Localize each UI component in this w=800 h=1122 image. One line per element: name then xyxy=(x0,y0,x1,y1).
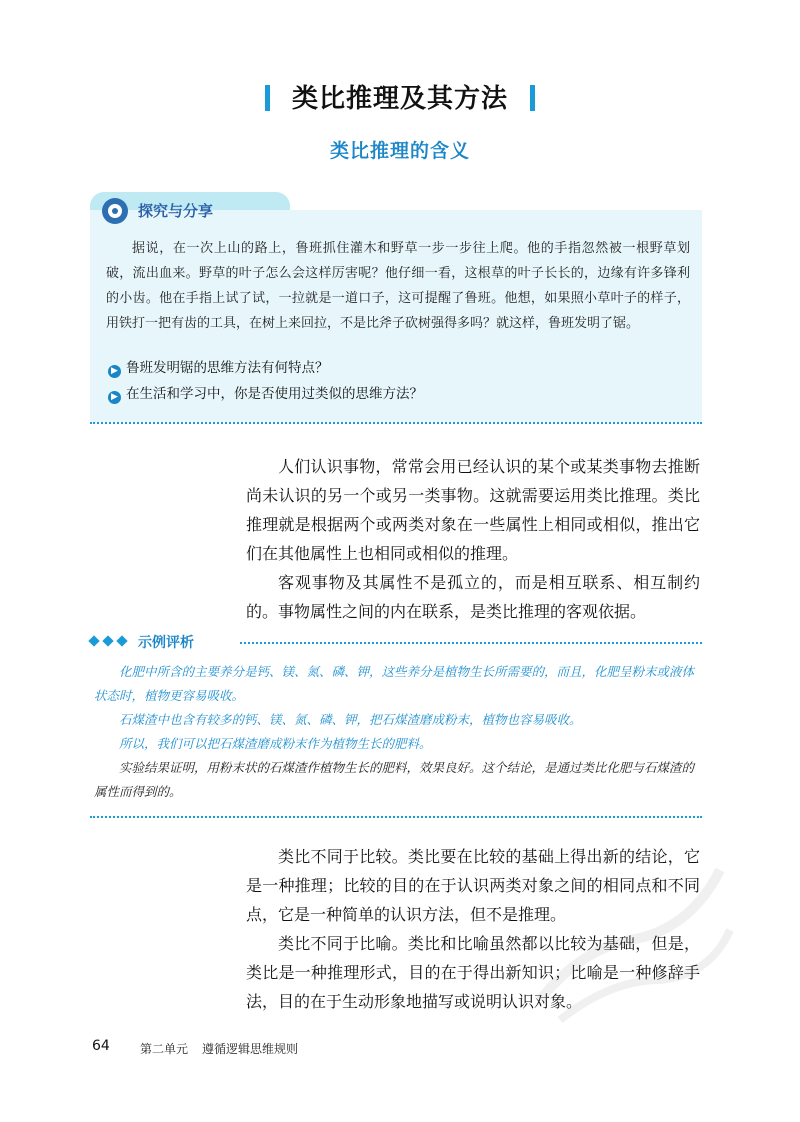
disc-icon xyxy=(102,198,128,224)
section-subtitle: 类比推理的含义 xyxy=(329,140,470,162)
example-line: 所以，我们可以把石煤渣磨成粉末作为植物生长的肥料。 xyxy=(119,736,432,751)
example-label: 示例评析 xyxy=(138,635,194,651)
watermark-graphic xyxy=(520,830,740,1030)
dotted-divider xyxy=(240,642,702,644)
page-number: 64 xyxy=(92,1038,110,1054)
example-line: 化肥中所含的主要养分是钙、镁、氮、磷、钾，这些养分是植物生长所需要的，而且，化肥呈粉末或液体状态时，植物更容易吸收。 xyxy=(94,664,695,703)
arrow-right-icon: ▶ xyxy=(108,391,121,404)
paragraph: 客观事物及其属性不是孤立的，而是相互联系、相互制约的。事物属性之间的内在联系，是类比推理的客观依据。 xyxy=(246,573,700,621)
dotted-divider xyxy=(90,816,702,818)
explore-share-box xyxy=(90,192,702,422)
paragraph: 类比不同于比喻。类比和比喻虽然都以比较为基础，但是，类比是一种推理形式，目的在于得出新知识；比喻是一种修辞手法，目的在于生动形象地描写或说明认识对象。 xyxy=(246,934,700,1011)
unit-label: 第二单元 xyxy=(140,1042,189,1056)
page-title xyxy=(0,78,800,115)
diamond-icon xyxy=(88,635,99,646)
unit-title: 遵循逻辑思维规则 xyxy=(202,1042,299,1056)
example-line: 石煤渣中也含有较多的钙、镁、氮、磷、钾，把石煤渣磨成粉末，植物也容易吸收。 xyxy=(119,712,582,727)
dotted-divider xyxy=(90,422,702,424)
example-header xyxy=(90,632,702,654)
explore-story: 据说，在一次上山的路上，鲁班抓住灌木和野草一步一步往上爬。他的手指忽然被一根野草划破，流出血来。野草的叶子怎么会这样厉害呢？他仔细一看，这根草的叶子长长的，边缘有许多锋利的小齿。他在手指上试了试，一拉就是一道口子，这可提醒了鲁班。他想，如果照小草叶子的样子，用铁打一把有齿的工具，在树上来回拉，不是比斧子砍树强得多吗？就这样，鲁班发明了锯。 xyxy=(106,241,690,331)
title-bar-left xyxy=(265,85,270,111)
question-item: ▶ 在生活和学习中，你是否使用过类似的思维方法？ xyxy=(108,382,423,404)
example-premises xyxy=(94,660,702,756)
paragraph: 类比不同于比较。类比要在比较的基础上得出新的结论，它是一种推理；比较的目的在于认识两类对象之间的相同点和不同点，它是一种简单的认识方法，但不是推理。 xyxy=(246,847,700,924)
page-title-text: 类比推理及其方法 xyxy=(291,84,508,114)
question-item: ▶ 鲁班发明锯的思维方法有何特点？ xyxy=(108,356,329,378)
body-text-1 xyxy=(246,452,700,626)
example-conclusion xyxy=(94,756,702,804)
paragraph: 人们认识事物，常常会用已经认识的某个或某类事物去推断尚未认识的另一个或另一类事物。这就需要运用类比推理。类比推理就是根据两个或两类对象在一些属性上相同或相似，推出它们在其他属性上也相同或相似的推理。 xyxy=(246,457,700,563)
diamond-icon xyxy=(116,635,127,646)
arrow-right-icon: ▶ xyxy=(108,365,121,378)
diamond-icon xyxy=(102,635,113,646)
example-line: 实验结果证明，用粉末状的石煤渣作植物生长的肥料，效果良好。这个结论，是通过类比化肥与石煤渣的属性而得到的。 xyxy=(94,760,695,799)
title-bar-right xyxy=(530,85,535,111)
footer-unit xyxy=(140,1040,298,1057)
explore-label: 探究与分享 xyxy=(138,202,214,220)
